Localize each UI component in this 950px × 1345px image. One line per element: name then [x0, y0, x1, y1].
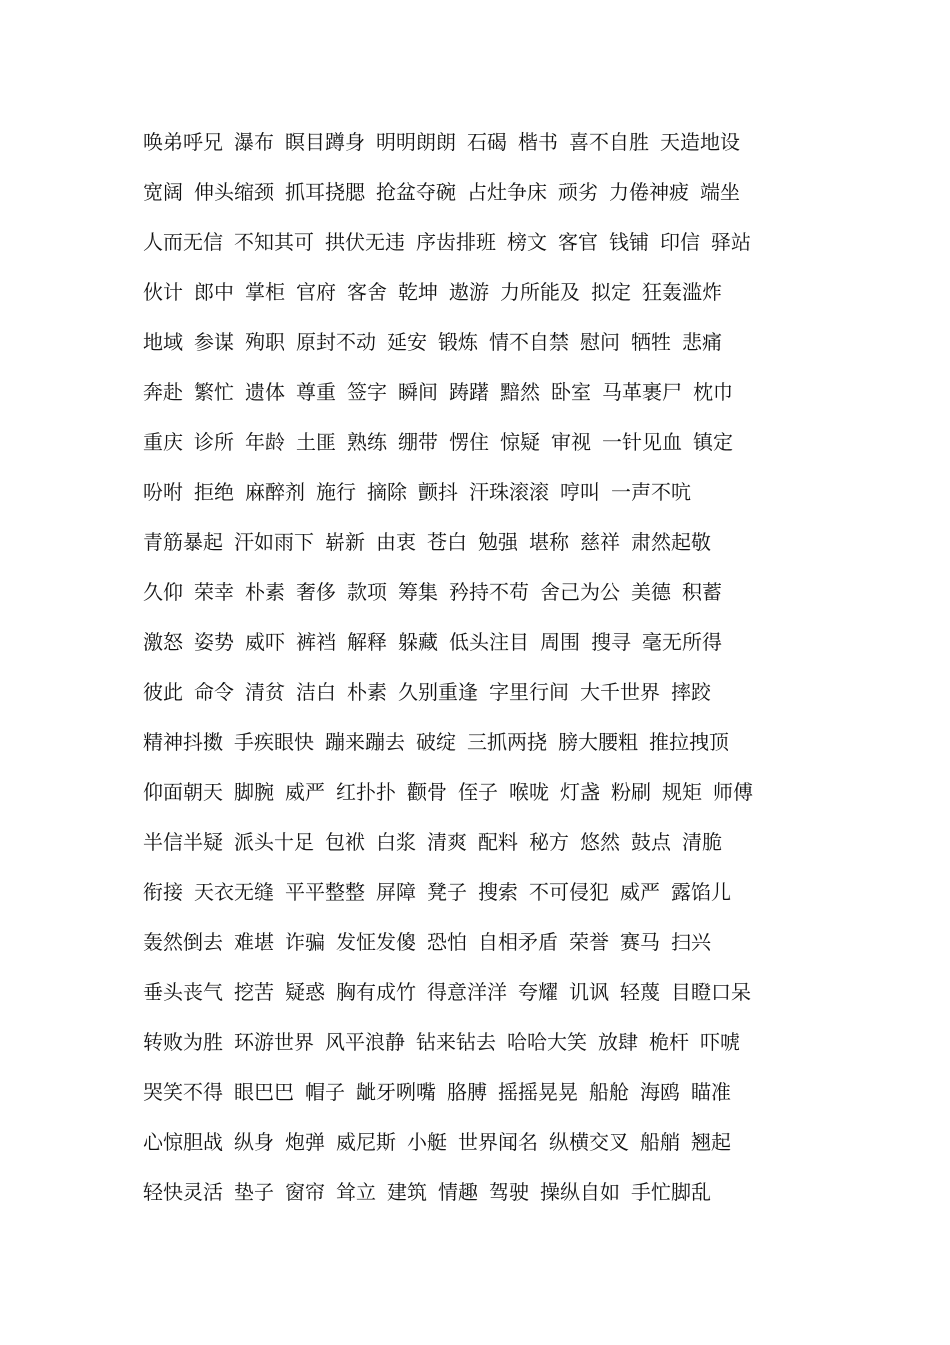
word-line [143, 824, 923, 874]
vocabulary-word: 人而无信 [143, 230, 223, 254]
word-line [143, 174, 923, 224]
vocabulary-word: 操纵自如 [540, 1180, 620, 1204]
vocabulary-word: 镇定 [693, 430, 733, 454]
vocabulary-word: 力所能及 [500, 280, 580, 304]
vocabulary-word: 洁白 [296, 680, 336, 704]
vocabulary-word: 瞄准 [691, 1080, 731, 1104]
vocabulary-word: 红扑扑 [336, 780, 396, 804]
vocabulary-word: 龇牙咧嘴 [356, 1080, 436, 1104]
word-line [143, 774, 923, 824]
vocabulary-word: 瞑目蹲身 [285, 130, 365, 154]
vocabulary-word: 哼叫 [560, 480, 600, 504]
vocabulary-word: 垫子 [234, 1180, 274, 1204]
vocabulary-word: 拱伏无违 [325, 230, 405, 254]
word-line [143, 274, 923, 324]
vocabulary-word: 哭笑不得 [143, 1080, 223, 1104]
vocabulary-word: 审视 [551, 430, 591, 454]
vocabulary-word: 轻快灵活 [143, 1180, 223, 1204]
word-line [143, 724, 923, 774]
vocabulary-word: 熟练 [347, 430, 387, 454]
vocabulary-word: 炮弹 [285, 1130, 325, 1154]
vocabulary-word: 不知其可 [234, 230, 314, 254]
vocabulary-word: 诊所 [194, 430, 234, 454]
vocabulary-word: 帽子 [305, 1080, 345, 1104]
vocabulary-word: 乾坤 [398, 280, 438, 304]
vocabulary-word: 搜索 [478, 880, 518, 904]
vocabulary-word: 吩咐 [143, 480, 183, 504]
vocabulary-word: 抓耳挠腮 [285, 180, 365, 204]
vocabulary-word: 清爽 [427, 830, 467, 854]
vocabulary-word: 签字 [347, 380, 387, 404]
vocabulary-word: 颤抖 [418, 480, 458, 504]
vocabulary-word: 悠然 [580, 830, 620, 854]
vocabulary-word: 破绽 [416, 730, 456, 754]
vocabulary-word: 瀑布 [234, 130, 274, 154]
vocabulary-word: 摇摇晃晃 [498, 1080, 578, 1104]
vocabulary-word: 赛马 [620, 930, 660, 954]
vocabulary-word: 情趣 [438, 1180, 478, 1204]
vocabulary-word: 眼巴巴 [234, 1080, 294, 1104]
vocabulary-word: 马革裹尸 [602, 380, 682, 404]
vocabulary-word: 摘除 [367, 480, 407, 504]
vocabulary-word: 施行 [316, 480, 356, 504]
vocabulary-word: 精神抖擞 [143, 730, 223, 754]
vocabulary-word: 手疾眼快 [234, 730, 314, 754]
vocabulary-word: 不可侵犯 [529, 880, 609, 904]
vocabulary-word: 脚腕 [234, 780, 274, 804]
word-line [143, 674, 923, 724]
vocabulary-word: 讥讽 [569, 980, 609, 1004]
vocabulary-word: 船舱 [589, 1080, 629, 1104]
vocabulary-word: 天衣无缝 [194, 880, 274, 904]
vocabulary-word: 勉强 [478, 530, 518, 554]
vocabulary-word: 诈骗 [285, 930, 325, 954]
vocabulary-word: 舍己为公 [540, 580, 620, 604]
vocabulary-word: 天造地设 [660, 130, 740, 154]
vocabulary-word: 小艇 [407, 1130, 447, 1154]
vocabulary-word: 包袱 [325, 830, 365, 854]
vocabulary-word: 威尼斯 [336, 1130, 396, 1154]
vocabulary-word: 自相矛盾 [478, 930, 558, 954]
vocabulary-word: 土匪 [296, 430, 336, 454]
vocabulary-word: 繁忙 [194, 380, 234, 404]
vocabulary-word: 由衷 [376, 530, 416, 554]
vocabulary-word: 郎中 [194, 280, 234, 304]
vocabulary-word: 狂轰滥炸 [642, 280, 722, 304]
vocabulary-word: 宽阔 [143, 180, 183, 204]
vocabulary-word: 黯然 [500, 380, 540, 404]
vocabulary-word: 海鸥 [640, 1080, 680, 1104]
vocabulary-word: 环游世界 [234, 1030, 314, 1054]
vocabulary-word: 拒绝 [194, 480, 234, 504]
vocabulary-word: 目瞪口呆 [671, 980, 751, 1004]
word-line [143, 974, 923, 1024]
vocabulary-word: 钱铺 [609, 230, 649, 254]
vocabulary-word: 苍白 [427, 530, 467, 554]
vocabulary-word: 发怔发傻 [336, 930, 416, 954]
vocabulary-word: 秘方 [529, 830, 569, 854]
vocabulary-word: 低头注目 [449, 630, 529, 654]
vocabulary-word: 摔跤 [671, 680, 711, 704]
vocabulary-word: 桅杆 [649, 1030, 689, 1054]
vocabulary-word: 驾驶 [489, 1180, 529, 1204]
vocabulary-word: 喜不自胜 [569, 130, 649, 154]
vocabulary-word: 钻来钻去 [416, 1030, 496, 1054]
vocabulary-word: 膀大腰粗 [558, 730, 638, 754]
vocabulary-word: 踌躇 [449, 380, 489, 404]
vocabulary-word: 推拉拽顶 [649, 730, 729, 754]
vocabulary-word: 清脆 [682, 830, 722, 854]
vocabulary-word: 唤弟呼兄 [143, 130, 223, 154]
vocabulary-word: 姿势 [194, 630, 234, 654]
vocabulary-word: 端坐 [700, 180, 740, 204]
vocabulary-word: 挖苦 [234, 980, 274, 1004]
vocabulary-word: 绷带 [398, 430, 438, 454]
vocabulary-word: 重庆 [143, 430, 183, 454]
vocabulary-word: 建筑 [387, 1180, 427, 1204]
vocabulary-word: 奢侈 [296, 580, 336, 604]
vocabulary-word: 仰面朝天 [143, 780, 223, 804]
vocabulary-word: 愣住 [449, 430, 489, 454]
vocabulary-word: 放肆 [598, 1030, 638, 1054]
vocabulary-word: 原封不动 [296, 330, 376, 354]
word-line [143, 624, 923, 674]
vocabulary-word: 牺牲 [631, 330, 671, 354]
vocabulary-word: 筹集 [398, 580, 438, 604]
vocabulary-word: 矜持不苟 [449, 580, 529, 604]
vocabulary-word: 规矩 [662, 780, 702, 804]
vocabulary-word: 占灶争床 [467, 180, 547, 204]
vocabulary-word: 风平浪静 [325, 1030, 405, 1054]
word-line [143, 1024, 923, 1074]
vocabulary-word: 彼此 [143, 680, 183, 704]
vocabulary-word: 躲藏 [398, 630, 438, 654]
word-line [143, 1174, 923, 1224]
vocabulary-word: 印信 [660, 230, 700, 254]
vocabulary-word: 慈祥 [580, 530, 620, 554]
vocabulary-word: 拟定 [591, 280, 631, 304]
vocabulary-word: 枕巾 [693, 380, 733, 404]
word-line [143, 424, 923, 474]
vocabulary-word: 掌柜 [245, 280, 285, 304]
word-line [143, 524, 923, 574]
vocabulary-word: 凳子 [427, 880, 467, 904]
vocabulary-word: 疑惑 [285, 980, 325, 1004]
vocabulary-word: 威吓 [245, 630, 285, 654]
vocabulary-word: 灯盏 [560, 780, 600, 804]
vocabulary-word: 纵横交叉 [549, 1130, 629, 1154]
vocabulary-word: 情不自禁 [489, 330, 569, 354]
vocabulary-word: 白浆 [376, 830, 416, 854]
vocabulary-word: 周围 [540, 630, 580, 654]
vocabulary-word: 积蓄 [682, 580, 722, 604]
vocabulary-word: 鼓点 [631, 830, 671, 854]
word-line [143, 124, 923, 174]
vocabulary-word: 毫无所得 [642, 630, 722, 654]
vocabulary-word: 奔赴 [143, 380, 183, 404]
vocabulary-word: 恐怕 [427, 930, 467, 954]
vocabulary-word: 哈哈大笑 [507, 1030, 587, 1054]
vocabulary-word: 朴素 [347, 680, 387, 704]
vocabulary-word: 垂头丧气 [143, 980, 223, 1004]
word-line [143, 324, 923, 374]
vocabulary-word: 屏障 [376, 880, 416, 904]
vocabulary-word: 遗体 [245, 380, 285, 404]
vocabulary-word: 久仰 [143, 580, 183, 604]
vocabulary-word: 清贫 [245, 680, 285, 704]
word-line [143, 474, 923, 524]
vocabulary-word: 慰问 [580, 330, 620, 354]
word-list [143, 124, 923, 1224]
vocabulary-word: 配料 [478, 830, 518, 854]
vocabulary-word: 船艄 [640, 1130, 680, 1154]
vocabulary-word: 地域 [143, 330, 183, 354]
vocabulary-word: 半信半疑 [143, 830, 223, 854]
vocabulary-word: 力倦神疲 [609, 180, 689, 204]
vocabulary-word: 锻炼 [438, 330, 478, 354]
vocabulary-word: 喉咙 [509, 780, 549, 804]
vocabulary-word: 崭新 [325, 530, 365, 554]
vocabulary-word: 朴素 [245, 580, 285, 604]
vocabulary-word: 麻醉剂 [245, 480, 305, 504]
vocabulary-word: 大千世界 [580, 680, 660, 704]
vocabulary-word: 师傅 [713, 780, 753, 804]
vocabulary-word: 难堪 [234, 930, 274, 954]
vocabulary-word: 顽劣 [558, 180, 598, 204]
vocabulary-word: 客官 [558, 230, 598, 254]
vocabulary-word: 殉职 [245, 330, 285, 354]
vocabulary-word: 衔接 [143, 880, 183, 904]
vocabulary-word: 榜文 [507, 230, 547, 254]
vocabulary-word: 久别重逢 [398, 680, 478, 704]
vocabulary-word: 卧室 [551, 380, 591, 404]
vocabulary-word: 露馅儿 [671, 880, 731, 904]
vocabulary-word: 明明朗朗 [376, 130, 456, 154]
vocabulary-word: 抢盆夺碗 [376, 180, 456, 204]
vocabulary-word: 颧骨 [407, 780, 447, 804]
vocabulary-word: 翘起 [691, 1130, 731, 1154]
word-line [143, 374, 923, 424]
vocabulary-word: 款项 [347, 580, 387, 604]
vocabulary-word: 荣幸 [194, 580, 234, 604]
vocabulary-word: 官府 [296, 280, 336, 304]
vocabulary-word: 汗如雨下 [234, 530, 314, 554]
vocabulary-word: 三抓两挠 [467, 730, 547, 754]
vocabulary-word: 驿站 [711, 230, 751, 254]
vocabulary-word: 尊重 [296, 380, 336, 404]
vocabulary-word: 字里行间 [489, 680, 569, 704]
vocabulary-word: 一声不吭 [611, 480, 691, 504]
vocabulary-word: 窗帘 [285, 1180, 325, 1204]
vocabulary-word: 年龄 [245, 430, 285, 454]
vocabulary-word: 美德 [631, 580, 671, 604]
word-line [143, 224, 923, 274]
vocabulary-word: 伙计 [143, 280, 183, 304]
vocabulary-word: 青筋暴起 [143, 530, 223, 554]
vocabulary-word: 激怒 [143, 630, 183, 654]
vocabulary-word: 一针见血 [602, 430, 682, 454]
vocabulary-word: 派头十足 [234, 830, 314, 854]
vocabulary-word: 威严 [620, 880, 660, 904]
word-line [143, 574, 923, 624]
vocabulary-word: 延安 [387, 330, 427, 354]
vocabulary-word: 伸头缩颈 [194, 180, 274, 204]
vocabulary-word: 序齿排班 [416, 230, 496, 254]
vocabulary-word: 遨游 [449, 280, 489, 304]
vocabulary-word: 客舍 [347, 280, 387, 304]
vocabulary-word: 纵身 [234, 1130, 274, 1154]
vocabulary-word: 心惊胆战 [143, 1130, 223, 1154]
vocabulary-word: 参谋 [194, 330, 234, 354]
vocabulary-word: 堪称 [529, 530, 569, 554]
vocabulary-word: 吓唬 [700, 1030, 740, 1054]
vocabulary-word: 扫兴 [671, 930, 711, 954]
vocabulary-word: 裤裆 [296, 630, 336, 654]
vocabulary-word: 平平整整 [285, 880, 365, 904]
vocabulary-word: 轻蔑 [620, 980, 660, 1004]
vocabulary-word: 轰然倒去 [143, 930, 223, 954]
word-line [143, 1124, 923, 1174]
vocabulary-word: 手忙脚乱 [631, 1180, 711, 1204]
vocabulary-word: 搜寻 [591, 630, 631, 654]
word-line [143, 874, 923, 924]
vocabulary-word: 胳膊 [447, 1080, 487, 1104]
vocabulary-word: 胸有成竹 [336, 980, 416, 1004]
vocabulary-word: 侄子 [458, 780, 498, 804]
word-line [143, 1074, 923, 1124]
vocabulary-word: 瞬间 [398, 380, 438, 404]
vocabulary-word: 悲痛 [682, 330, 722, 354]
vocabulary-word: 世界闻名 [458, 1130, 538, 1154]
vocabulary-word: 蹦来蹦去 [325, 730, 405, 754]
vocabulary-word: 命令 [194, 680, 234, 704]
vocabulary-word: 转败为胜 [143, 1030, 223, 1054]
vocabulary-word: 解释 [347, 630, 387, 654]
vocabulary-word: 耸立 [336, 1180, 376, 1204]
vocabulary-word: 荣誉 [569, 930, 609, 954]
vocabulary-word: 粉刷 [611, 780, 651, 804]
vocabulary-word: 威严 [285, 780, 325, 804]
vocabulary-word: 石碣 [467, 130, 507, 154]
vocabulary-word: 汗珠滚滚 [469, 480, 549, 504]
vocabulary-word: 肃然起敬 [631, 530, 711, 554]
word-line [143, 924, 923, 974]
vocabulary-word: 夸耀 [518, 980, 558, 1004]
vocabulary-word: 楷书 [518, 130, 558, 154]
vocabulary-word: 惊疑 [500, 430, 540, 454]
vocabulary-word: 得意洋洋 [427, 980, 507, 1004]
